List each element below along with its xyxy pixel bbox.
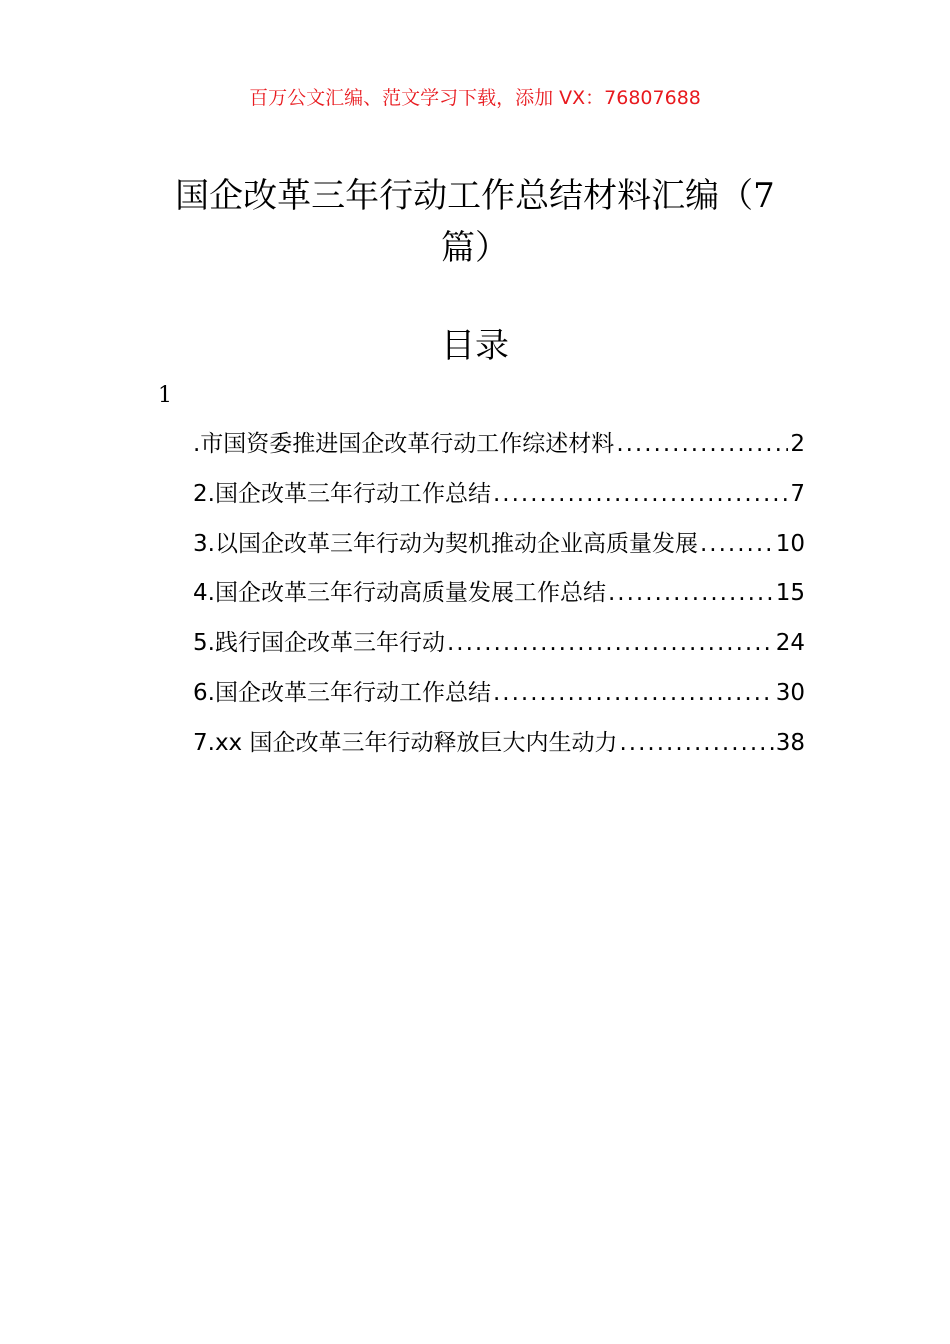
document-title-line1: 国企改革三年行动工作总结材料汇编（ [175, 176, 754, 216]
toc-entry-page: 10 [775, 530, 805, 557]
toc-entry-page: 15 [775, 580, 805, 607]
toc-entry-text: 5.践行国企改革三年行动 [193, 630, 445, 657]
document-title-number: 7 [753, 176, 775, 216]
toc-list [193, 420, 805, 769]
toc-entry-6[interactable] [193, 669, 805, 719]
toc-entry-3[interactable] [193, 520, 805, 570]
document-title-line2: 篇） [441, 228, 509, 268]
toc-entry-5[interactable] [193, 619, 805, 669]
toc-leader-dots [700, 520, 774, 570]
toc-leader-dots [447, 619, 774, 669]
toc-leader-dots [619, 719, 773, 769]
toc-entry-page: 38 [775, 729, 805, 756]
toc-entry-text: 7.xx 国企改革三年行动释放巨大内生动力 [193, 729, 618, 756]
toc-entry-page: 24 [775, 630, 805, 657]
toc-leader-dots [616, 420, 788, 470]
toc-entry-page: 2 [790, 431, 805, 457]
toc-entry-text: 3.以国企改革三年行动为契机推动企业高质量发展 [193, 530, 698, 557]
stray-number: 1 [158, 383, 172, 408]
toc-leader-dots [608, 569, 774, 619]
header-note: 百万公文汇编、范文学习下载，添加 VX：76807688 [249, 87, 701, 109]
toc-entry-page: 30 [775, 679, 805, 706]
toc-heading: 目录 [441, 326, 509, 366]
toc-leader-dots [493, 470, 788, 520]
toc-entry-text: 2.国企改革三年行动工作总结 [193, 480, 491, 507]
toc-leader-dots [493, 669, 774, 719]
toc-entry-text: 4.国企改革三年行动高质量发展工作总结 [193, 580, 606, 607]
toc-entry-1[interactable] [193, 420, 805, 470]
toc-entry-2[interactable] [193, 470, 805, 520]
toc-entry-7[interactable] [193, 719, 805, 769]
toc-entry-text: 6.国企改革三年行动工作总结 [193, 679, 491, 706]
toc-entry-page: 7 [790, 480, 805, 507]
document-title [150, 170, 800, 274]
toc-entry-text: .市国资委推进国企改革行动工作综述材料 [193, 431, 615, 457]
toc-entry-4[interactable] [193, 569, 805, 619]
